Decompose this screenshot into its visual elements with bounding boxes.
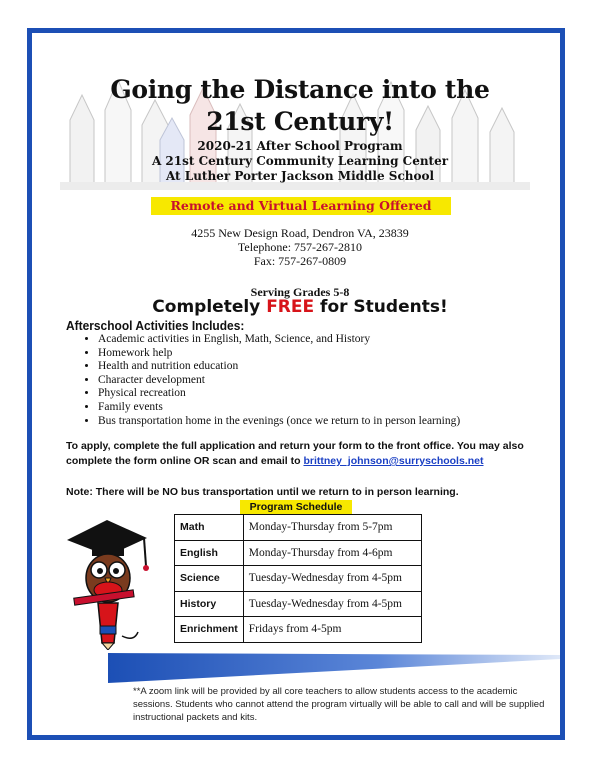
schedule-time: Monday-Thursday from 4-6pm (243, 540, 421, 566)
schedule-time: Monday-Thursday from 5-7pm (243, 515, 421, 541)
schedule-subject: History (175, 591, 244, 617)
schedule-subject: Science (175, 566, 244, 592)
list-item: • Health and nutrition education (98, 360, 460, 374)
free-before: Completely (152, 297, 267, 317)
zoom-footnote: **A zoom link will be provided by all core teachers to allow students access to the academic sessions. Students who cannot attend the program virtually will be able to call and will be supplied instructional packets and kits. (133, 686, 545, 723)
apply-instructions (66, 439, 546, 469)
list-item: • Homework help (98, 347, 460, 361)
table-row (175, 591, 422, 617)
bus-note: Note: There will be NO bus transportation until we return to in person learning. (66, 486, 459, 498)
subtitle-center: A 21st Century Community Learning Center (151, 154, 449, 168)
subtitle-school: At Luther Porter Jackson Middle School (165, 169, 435, 183)
serving-grades: Serving Grades 5-8 (250, 285, 350, 299)
free-highlight: FREE (266, 297, 315, 317)
remote-learning-banner: Remote and Virtual Learning Offered (151, 197, 451, 215)
owl-graduate-icon (62, 508, 152, 650)
blue-swoosh-decoration (108, 653, 560, 683)
page-title-line1: Going the Distance into the (110, 75, 490, 104)
email-link[interactable]: brittney_johnson@surryschools.net (303, 455, 484, 467)
fax-text: Fax: 757-267-0809 (253, 254, 347, 268)
schedule-subject: Enrichment (175, 617, 244, 643)
page-title-line2: 21st Century! (206, 107, 394, 136)
list-item: • Character development (98, 374, 460, 388)
schedule-label: Program Schedule (240, 500, 352, 514)
schedule-subject: Math (175, 515, 244, 541)
list-item: • Physical recreation (98, 387, 460, 401)
schedule-time: Tuesday-Wednesday from 4-5pm (243, 566, 421, 592)
list-item: • Academic activities in English, Math, Science, and History (98, 333, 460, 347)
apply-text: To apply, complete the full application and return your form to the front office. You may also complete the form online OR scan and email to (66, 440, 524, 467)
table-row (175, 515, 422, 541)
schedule-table (174, 514, 422, 643)
table-row (175, 566, 422, 592)
list-item: • Bus transportation home in the evenings (once we return to in person learning) (98, 415, 460, 429)
table-row (175, 617, 422, 643)
address-text: 4255 New Design Road, Dendron VA, 23839 (191, 226, 409, 240)
activities-list (84, 333, 460, 428)
subtitle-program: 2020-21 After School Program (197, 139, 403, 153)
schedule-subject: English (175, 540, 244, 566)
free-headline (40, 297, 560, 317)
schedule-time: Fridays from 4-5pm (243, 617, 421, 643)
telephone-text: Telephone: 757-267-2810 (237, 240, 363, 254)
list-item: • Family events (98, 401, 460, 415)
free-after: for Students! (314, 297, 448, 317)
activities-heading: Afterschool Activities Includes: (66, 318, 245, 333)
schedule-time: Tuesday-Wednesday from 4-5pm (243, 591, 421, 617)
table-row (175, 540, 422, 566)
